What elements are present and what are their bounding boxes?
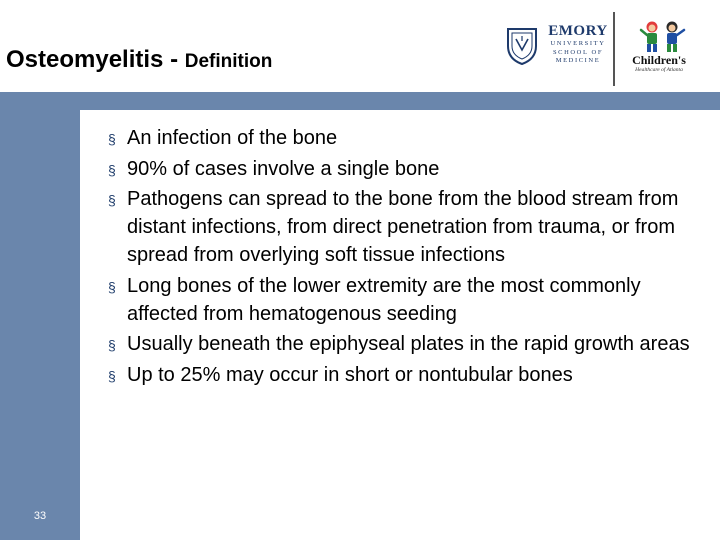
childrens-tagline: Healthcare of Atlanta [635, 67, 683, 73]
bullet-text: Pathogens can spread to the bone from the blood stream from distant infections, from direct penetration from trauma, or from spread from overlying soft tissue infections [127, 188, 679, 266]
childrens-kids-icon [638, 20, 688, 54]
bullet-marker-icon: § [108, 192, 116, 208]
bullet-item [108, 361, 708, 389]
bullet-text: An infection of the bone [127, 127, 338, 149]
bullet-text: Up to 25% may occur in short or nontubular bones [127, 363, 573, 386]
page-number: 33 [33, 510, 47, 522]
bullet-item [108, 185, 708, 269]
slide-title-sub: Definition [184, 51, 273, 72]
bullet-list [108, 124, 708, 391]
side-accent-bar [0, 110, 80, 540]
bullet-text: Long bones of the lower extremity are the most commonly affected from hematogenous seeding [127, 274, 641, 325]
emory-line-school: SCHOOL OF [552, 48, 604, 56]
slide-title [6, 46, 272, 74]
childrens-logo [622, 20, 718, 78]
logo-divider [613, 12, 615, 86]
bullet-marker-icon: § [108, 367, 116, 384]
emory-logo [505, 20, 610, 80]
emory-wordmark [547, 24, 609, 65]
emory-line-medicine: MEDICINE [555, 57, 601, 64]
bullet-text: Usually beneath the epiphyseal plates in the rapid growth areas [127, 333, 690, 355]
bullet-item [108, 155, 708, 183]
bullet-text: 90% of cases involve a single bone [127, 157, 440, 180]
emory-shield-icon [505, 26, 539, 66]
emory-name: EMORY [548, 23, 608, 39]
bullet-item [108, 124, 708, 152]
header-accent-bar [0, 92, 720, 110]
bullet-marker-icon: § [108, 131, 116, 147]
bullet-marker-icon: § [108, 161, 116, 178]
bullet-marker-icon: § [108, 337, 116, 353]
slide-title-main: Osteomyelitis - [6, 46, 185, 73]
bullet-marker-icon: § [108, 278, 116, 295]
bullet-item [108, 272, 708, 328]
bullet-item [108, 330, 708, 358]
childrens-name: Children's [632, 53, 686, 67]
emory-line-university: UNIVERSITY [550, 40, 606, 47]
